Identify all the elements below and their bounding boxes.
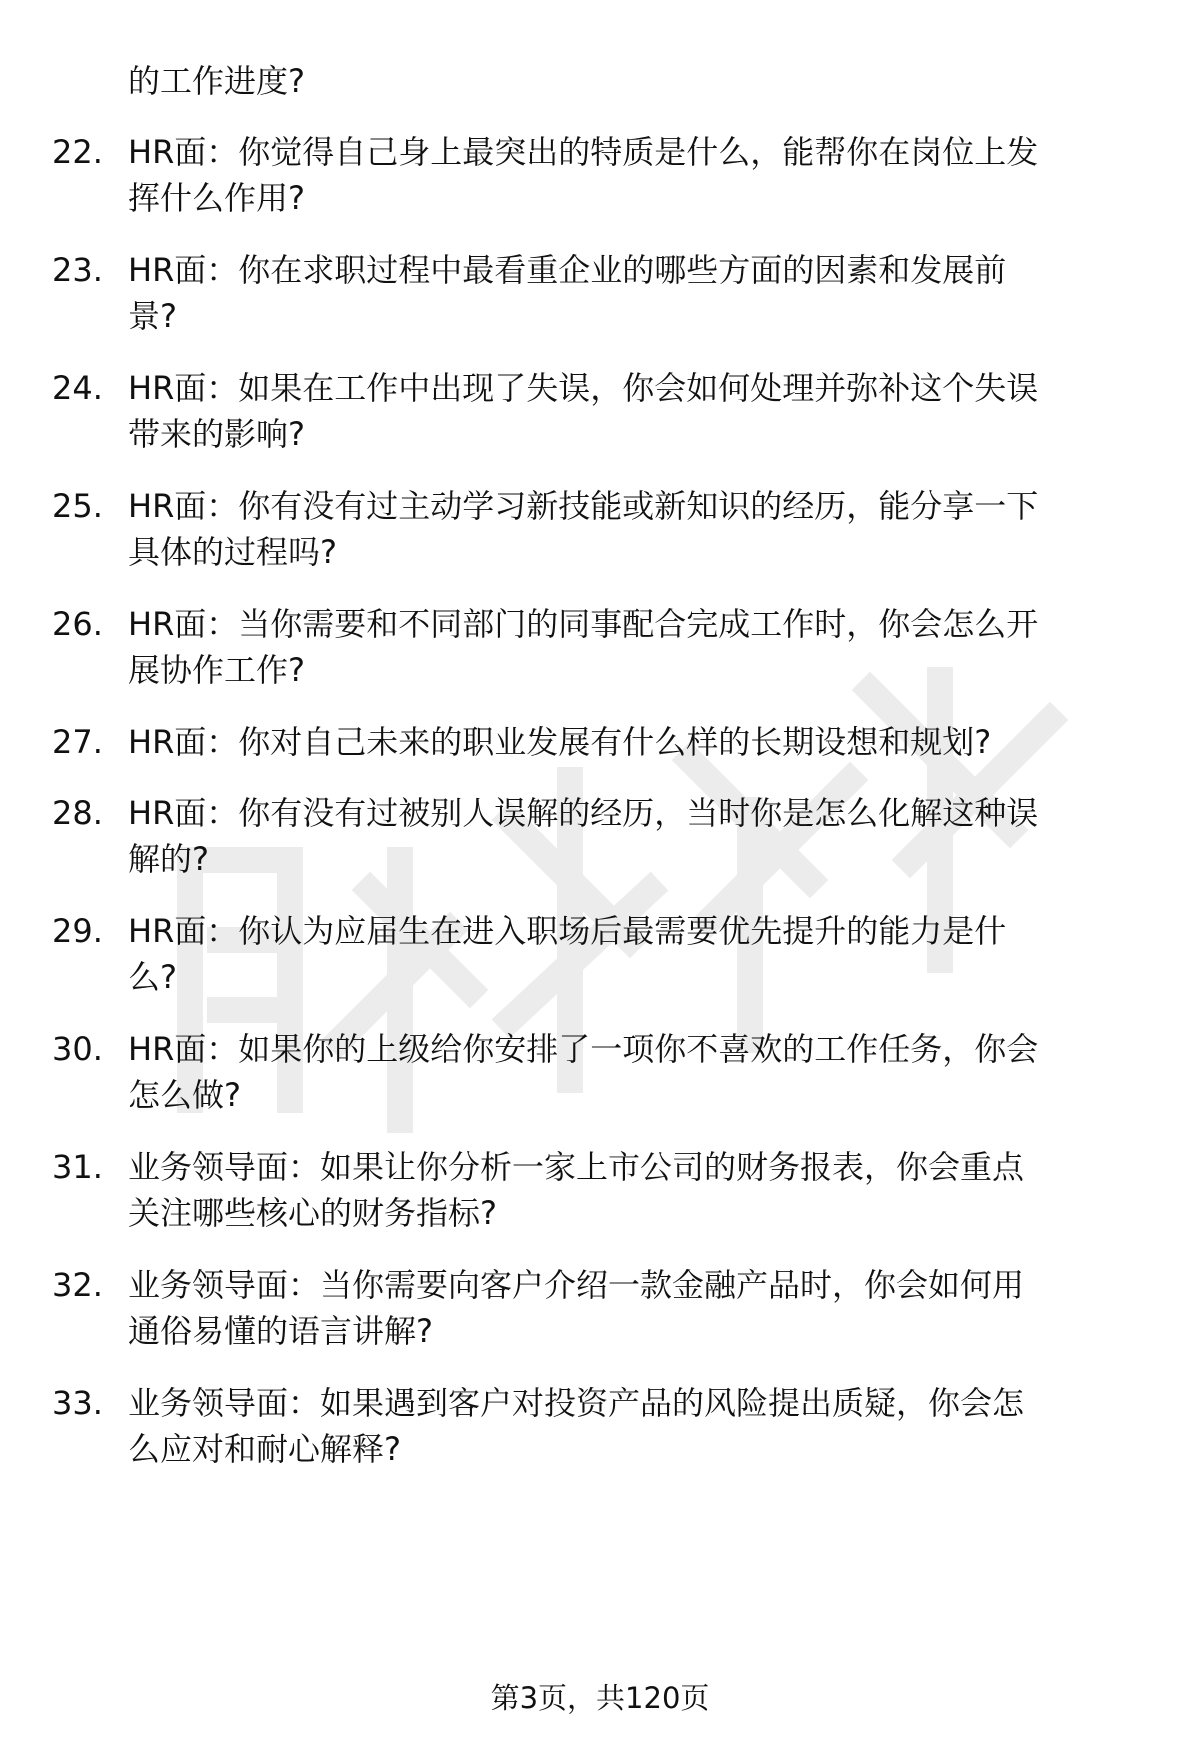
- question-line: 业务领导面：如果让你分析一家上市公司的财务报表，你会重点: [128, 1148, 1025, 1186]
- question-line: 关注哪些核心的财务指标?: [128, 1194, 497, 1232]
- question-line: HR面：你对自己未来的职业发展有什么样的长期设想和规划?: [128, 723, 992, 761]
- question-text: [128, 129, 1158, 221]
- question-number: 28.: [52, 794, 103, 832]
- question-line: 业务领导面：如果遇到客户对投资产品的风险提出质疑，你会怎: [128, 1384, 1025, 1422]
- question-number: 23.: [52, 251, 103, 289]
- question-number: 33.: [52, 1384, 103, 1422]
- question-number: 22.: [52, 133, 103, 171]
- question-line: 景?: [128, 297, 177, 335]
- question-line: HR面：当你需要和不同部门的同事配合完成工作时，你会怎么开: [128, 605, 1039, 643]
- question-text: [128, 365, 1158, 457]
- question-text: [128, 719, 1158, 765]
- question-line: 通俗易懂的语言讲解?: [128, 1312, 433, 1350]
- question-line: 解的?: [128, 840, 209, 878]
- question-number: 27.: [52, 723, 103, 761]
- question-number: 24.: [52, 369, 103, 407]
- question-number: 30.: [52, 1030, 103, 1068]
- question-text: [128, 1026, 1158, 1118]
- question-line: 业务领导面：当你需要向客户介绍一款金融产品时，你会如何用: [128, 1266, 1025, 1304]
- question-line: 么应对和耐心解释?: [128, 1430, 401, 1468]
- question-line: HR面：你有没有过被别人误解的经历，当时你是怎么化解这种误: [128, 794, 1039, 832]
- question-text: [128, 1262, 1158, 1354]
- continuation-text: 的工作进度?: [128, 62, 305, 100]
- question-number: 29.: [52, 912, 103, 950]
- question-text: [128, 1144, 1158, 1236]
- question-line: 么?: [128, 958, 177, 996]
- question-text: [128, 601, 1158, 693]
- question-line: HR面：你觉得自己身上最突出的特质是什么，能帮你在岗位上发: [128, 133, 1039, 171]
- question-text: [128, 1380, 1158, 1472]
- question-line: HR面：你在求职过程中最看重企业的哪些方面的因素和发展前: [128, 251, 1007, 289]
- question-number: 25.: [52, 487, 103, 525]
- question-number: 26.: [52, 605, 103, 643]
- question-line: HR面：你认为应届生在进入职场后最需要优先提升的能力是什: [128, 912, 1007, 950]
- question-text: [128, 247, 1158, 339]
- question-line: 具体的过程吗?: [128, 533, 337, 571]
- question-line: 带来的影响?: [128, 415, 305, 453]
- page-footer: 第3页，共120页: [490, 1681, 710, 1715]
- question-line: HR面：你有没有过主动学习新技能或新知识的经历，能分享一下: [128, 487, 1039, 525]
- question-text: [128, 790, 1158, 882]
- question-line: HR面：如果你的上级给你安排了一项你不喜欢的工作任务，你会: [128, 1030, 1039, 1068]
- question-line: 挥什么作用?: [128, 179, 305, 217]
- question-text: [128, 908, 1158, 1000]
- question-text: [128, 483, 1158, 575]
- question-line: HR面：如果在工作中出现了失误，你会如何处理并弥补这个失误: [128, 369, 1039, 407]
- question-number: 31.: [52, 1148, 103, 1186]
- question-line: 展协作工作?: [128, 651, 305, 689]
- question-line: 怎么做?: [128, 1076, 241, 1114]
- question-number: 32.: [52, 1266, 103, 1304]
